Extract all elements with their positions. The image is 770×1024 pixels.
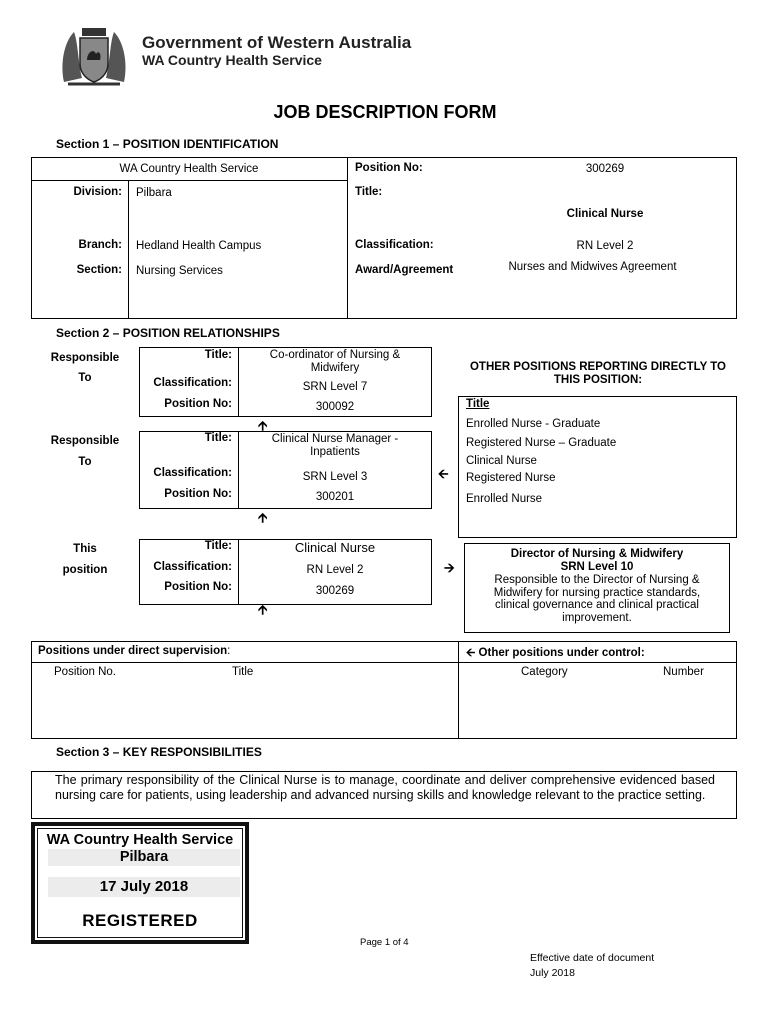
under-supervision-colon: : <box>227 645 231 657</box>
org-name: WA Country Health Service <box>119 163 259 175</box>
under-supervision-heading <box>38 645 230 657</box>
box3-classification-value: RN Level 2 <box>306 564 364 576</box>
other-title-header: Title <box>466 398 490 410</box>
box3-position-no-label: Position No: <box>164 581 232 593</box>
other-position-1: Enrolled Nurse - Graduate <box>466 418 601 430</box>
award-value: Nurses and Midwives Agreement <box>508 261 677 273</box>
effective-date: July 2018 <box>530 967 575 979</box>
section3-heading: Section 3 – KEY RESPONSIBILITIES <box>56 745 262 759</box>
box2-classification-value: SRN Level 3 <box>302 471 368 483</box>
under-supervision-label: Positions under direct supervision <box>38 645 228 657</box>
responsible-label-1: Responsible <box>50 352 120 364</box>
left-arrow: 🡨 <box>438 466 449 481</box>
division-value: Pilbara <box>136 187 172 199</box>
up-arrow-2: 🡩 <box>258 510 268 525</box>
box1-title-label: Title: <box>204 349 232 361</box>
branch-label: Branch: <box>78 239 122 251</box>
box3-position-no-value: 300269 <box>315 585 355 597</box>
box2-position-no-value: 300201 <box>315 491 355 503</box>
form-title: JOB DESCRIPTION FORM <box>273 102 497 122</box>
other-control-heading <box>466 645 645 664</box>
box1-classification-value: SRN Level 7 <box>302 381 368 393</box>
left-arrow-small: 🡨 <box>466 647 476 659</box>
page-number: Page 1 of 4 <box>360 937 409 948</box>
crest-logo <box>56 20 132 90</box>
other-position-3: Clinical Nurse <box>466 455 537 467</box>
category-column: Category <box>521 666 568 678</box>
position-no-label: Position No: <box>355 162 423 174</box>
position-no-column: Position No. <box>54 666 117 678</box>
box1-position-no-label: Position No: <box>164 398 232 410</box>
header-government: Government of Western Australia <box>142 33 412 52</box>
header-service: WA Country Health Service <box>142 52 322 68</box>
box3-title-value: Clinical Nurse <box>294 540 376 555</box>
responsible-label-2: Responsible <box>50 435 120 447</box>
effective-label: Effective date of document <box>530 952 655 964</box>
section-label: Section: <box>76 264 122 276</box>
title-label: Title: <box>355 186 383 198</box>
box1-classification-label: Classification: <box>153 377 232 389</box>
classification-label: Classification: <box>355 239 434 251</box>
box2-title-label: Title: <box>204 432 232 444</box>
stamp-line1: WA Country Health Service <box>46 832 234 848</box>
other-position-4: Registered Nurse <box>466 472 556 484</box>
stamp-line2: Pilbara <box>48 849 240 866</box>
box2-classification-label: Classification: <box>153 467 232 479</box>
to-label-2: To <box>78 456 92 468</box>
other-position-5: Enrolled Nurse <box>466 493 543 505</box>
title-value: Clinical Nurse <box>566 208 644 220</box>
other-positions-heading: OTHER POSITIONS REPORTING DIRECTLY TO THIS POSITION: <box>469 361 726 386</box>
other-position-2: Registered Nurse – Graduate <box>466 437 617 449</box>
section-value: Nursing Services <box>136 265 223 277</box>
box2-title-value: Clinical Nurse Manager - Inpatients <box>271 433 399 458</box>
up-arrow-1: 🡩 <box>258 418 268 433</box>
up-arrow-3: 🡩 <box>258 602 268 617</box>
award-label: Award/Agreement <box>355 264 454 276</box>
position-identification-table <box>31 157 737 319</box>
division-label: Division: <box>73 186 122 198</box>
stamp-status: REGISTERED <box>82 911 198 930</box>
stamp-date: 17 July 2018 <box>48 877 240 897</box>
box1-position-no-value: 300092 <box>315 401 355 413</box>
title-column: Title <box>232 666 254 678</box>
right-arrow: 🡪 <box>444 560 455 575</box>
other-control-label: Other positions under control: <box>478 647 645 659</box>
director-description: Responsible to the Director of Nursing & Midwifery for nursing practice standards, clinical governance and clinical practical improvement. <box>493 574 701 624</box>
number-column: Number <box>663 666 704 678</box>
director-level: SRN Level 10 <box>560 561 634 573</box>
this-label: This <box>73 543 97 555</box>
to-label-1: To <box>78 372 92 384</box>
box1-title-value: Co-ordinator of Nursing & Midwifery <box>269 349 401 374</box>
position-label: position <box>62 564 108 576</box>
key-responsibilities-text: The primary responsibility of the Clinical Nurse is to manage, coordinate and deliver comprehensive evidenced based nursing care for patients, using leadership and advanced nursing skills and knowledge relevant to the practice setting. <box>55 773 715 802</box>
box3-classification-label: Classification: <box>153 561 232 573</box>
box2-position-no-label: Position No: <box>164 488 232 500</box>
director-title: Director of Nursing & Midwifery <box>510 548 684 560</box>
section1-heading: Section 1 – POSITION IDENTIFICATION <box>56 137 279 151</box>
box3-title-label: Title: <box>204 540 232 552</box>
position-no-value: 300269 <box>585 163 625 175</box>
classification-value: RN Level 2 <box>576 240 634 252</box>
branch-value: Hedland Health Campus <box>136 240 262 252</box>
section2-heading: Section 2 – POSITION RELATIONSHIPS <box>56 326 280 340</box>
